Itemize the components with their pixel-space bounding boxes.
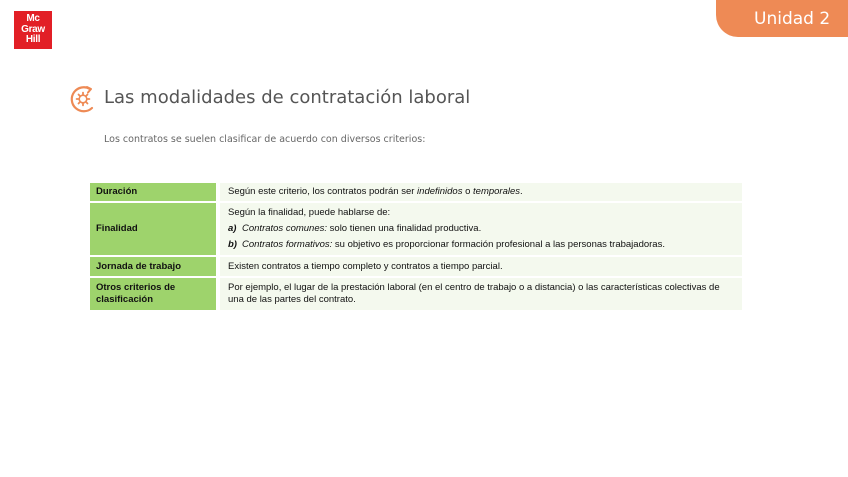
table-row	[90, 183, 742, 202]
criteria-table	[90, 183, 742, 312]
logo-line-1: Mc	[26, 13, 40, 25]
row-label: Duración	[90, 183, 218, 202]
row-label: Finalidad	[90, 202, 218, 256]
unit-tab	[716, 0, 848, 37]
row-description: Existen contratos a tiempo completo y contratos a tiempo parcial.	[218, 256, 742, 277]
description-text: Según este criterio, los contratos podrán ser	[228, 186, 418, 197]
item-marker: a)	[228, 223, 237, 234]
gear-with-arrow-icon	[68, 84, 98, 114]
list-item	[228, 239, 734, 251]
mcgraw-hill-logo	[14, 11, 52, 49]
row-description	[218, 183, 742, 202]
emphasis-term: temporales	[473, 186, 521, 197]
description-text: o	[462, 186, 474, 197]
row-description	[218, 202, 742, 256]
emphasis-term: indefinidos	[417, 186, 463, 197]
intro-text: Los contratos se suelen clasificar de acuerdo con diversos criterios:	[104, 134, 426, 145]
description-lead: Según la finalidad, puede hablarse de:	[228, 207, 391, 218]
table-row	[90, 256, 742, 277]
row-description: Por ejemplo, el lugar de la prestación laboral (en el centro de trabajo o a distancia) o las características colectivas de una de las partes del contrato.	[218, 277, 742, 311]
logo-line-3: Hill	[25, 34, 41, 46]
item-term: Contratos formativos:	[242, 239, 333, 250]
item-text: solo tienen una finalidad productiva.	[327, 223, 482, 234]
logo-line-2: Graw	[21, 23, 45, 35]
table-row	[90, 277, 742, 311]
item-term: Contratos comunes:	[242, 223, 328, 234]
page-title: Las modalidades de contratación laboral	[104, 87, 471, 108]
row-label: Otros criterios de clasificación	[90, 277, 218, 311]
row-label: Jornada de trabajo	[90, 256, 218, 277]
list-item	[228, 223, 734, 235]
description-text: .	[520, 186, 523, 197]
unit-label: Unidad 2	[754, 8, 831, 29]
table-row	[90, 202, 742, 256]
item-text: su objetivo es proporcionar formación profesional a las personas trabajadoras.	[332, 239, 665, 250]
item-marker: b)	[228, 239, 237, 250]
